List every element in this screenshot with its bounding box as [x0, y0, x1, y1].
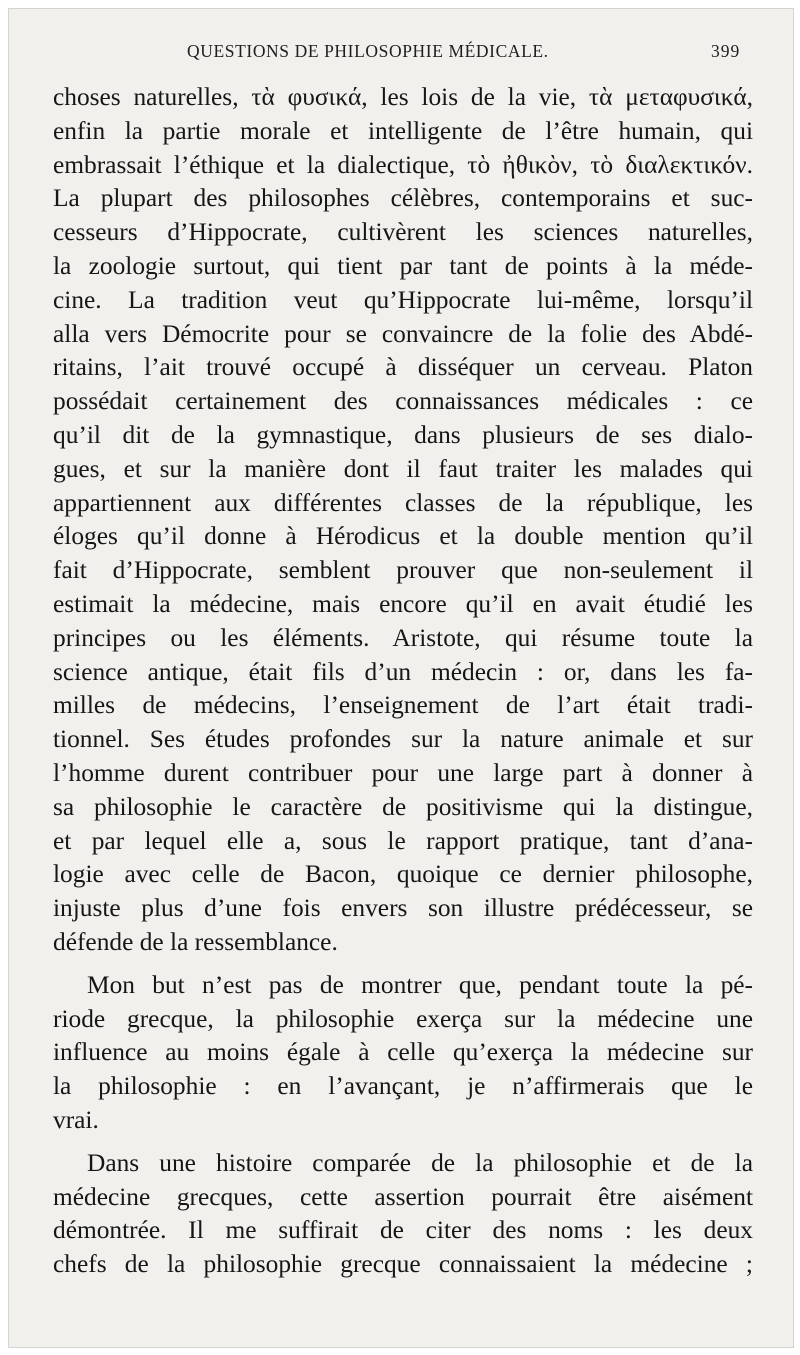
text-line: démontrée. Il me suffirait de citer des noms : les deux — [53, 1216, 753, 1245]
text-line: cesseurs d’Hippocrate, cultivèrent les sciences naturelles, — [53, 218, 753, 247]
text-line: Mon but n’est pas de montrer que, pendant toute la pé- — [87, 970, 753, 999]
text-line: science antique, était fils d’un médecin : or, dans les fa- — [53, 657, 753, 686]
text-line: l’homme durent contribuer pour une large part à donner à — [53, 758, 753, 787]
text-line: logie avec celle de Bacon, quoique ce dernier philosophe, — [53, 860, 753, 889]
text-line: éloges qu’il donne à Hérodicus et la double mention qu’il — [53, 522, 753, 551]
text-line: sa philosophie le caractère de positivisme qui la distingue, — [53, 792, 753, 821]
text-line: chefs de la philosophie grecque connaissaient la médecine ; — [53, 1250, 753, 1279]
page-number: 399 — [711, 41, 741, 61]
paragraph — [53, 969, 753, 1138]
text-line: riode grecque, la philosophie exerça sur la médecine une — [53, 1004, 753, 1033]
text-line: principes ou les éléments. Aristote, qui résume toute la — [53, 623, 753, 652]
paragraph-spacer — [53, 1138, 753, 1147]
text-line: fait d’Hippocrate, semblent prouver que non-seulement il — [53, 556, 753, 585]
text-line: appartiennent aux différentes classes de la république, les — [53, 488, 753, 517]
text-line: estimait la médecine, mais encore qu’il en avait étudié les — [53, 589, 753, 618]
paragraph-spacer — [53, 960, 753, 969]
text-line: défende de la ressemblance. — [53, 927, 338, 956]
book-page — [8, 8, 794, 1348]
text-line: possédait certainement des connaissances médicales : ce — [53, 387, 753, 416]
text-line: injuste plus d’une fois envers son illustre prédécesseur, se — [53, 894, 753, 923]
text-line: gues, et sur la manière dont il faut traiter les malades qui — [53, 454, 753, 483]
text-line: la zoologie surtout, qui tient par tant de points à la méde- — [53, 251, 753, 280]
text-line: vrai. — [53, 1105, 99, 1134]
running-head — [9, 41, 794, 71]
paragraph — [53, 1147, 753, 1282]
running-head-title: QUESTIONS DE PHILOSOPHIE MÉDICALE. — [187, 41, 549, 61]
text-line: influence au moins égale à celle qu’exerça la médecine sur — [53, 1038, 753, 1067]
paragraph — [53, 81, 753, 960]
text-line: embrassait l’éthique et la dialectique, τὸ ἠθικὸν, τὸ διαλεκτικόν. — [53, 150, 753, 179]
text-line: qu’il dit de la gymnastique, dans plusieurs de ses dialo- — [53, 420, 753, 449]
text-line: et par lequel elle a, sous le rapport pratique, tant d’ana- — [53, 826, 753, 855]
text-line: La plupart des philosophes célèbres, contemporains et suc- — [53, 184, 753, 213]
body-text — [53, 81, 753, 1282]
text-line: milles de médecins, l’enseignement de l’art était tradi- — [53, 691, 753, 720]
text-line: médecine grecques, cette assertion pourrait être aisément — [53, 1182, 753, 1211]
text-line: choses naturelles, τὰ φυσικά, les lois de la vie, τὰ μεταφυσικά, — [53, 83, 753, 111]
text-line: Dans une histoire comparée de la philosophie et de la — [87, 1148, 753, 1177]
text-line: cine. La tradition veut qu’Hippocrate lui-même, lorsqu’il — [53, 285, 753, 314]
text-line: ritains, l’ait trouvé occupé à disséquer un cerveau. Platon — [53, 353, 753, 382]
text-line: tionnel. Ses études profondes sur la nature animale et sur — [53, 725, 753, 754]
text-line: la philosophie : en l’avançant, je n’affirmerais que le — [53, 1072, 753, 1101]
text-line: alla vers Démocrite pour se convaincre de la folie des Abdé- — [53, 319, 753, 348]
text-line: enfin la partie morale et intelligente de l’être humain, qui — [53, 116, 753, 145]
